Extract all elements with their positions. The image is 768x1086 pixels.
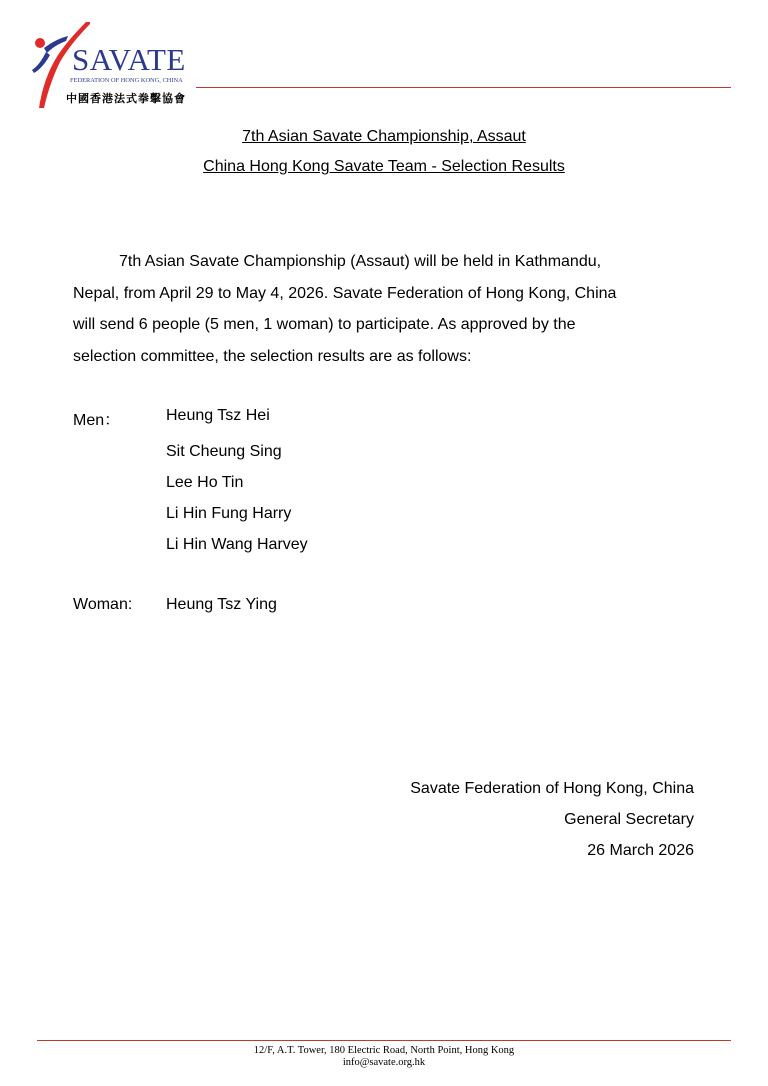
title-line-2: China Hong Kong Savate Team - Selection Results [203,158,565,175]
title-line-1: 7th Asian Savate Championship, Assaut [242,128,526,145]
signature-date: 26 March 2026 [587,842,694,859]
savate-logo [30,22,205,112]
signature-position: General Secretary [564,811,694,828]
body-line: will send 6 people (5 men, 1 woman) to participate. As approved by the [73,316,576,333]
men-name: Lee Ho Tin [166,474,244,491]
signature-organization: Savate Federation of Hong Kong, China [410,780,694,797]
footer-address: 12/F, A.T. Tower, 180 Electric Road, North Point, Hong Kong [253,1045,515,1056]
men-name: Li Hin Wang Harvey [166,536,308,553]
body-line: Nepal, from April 29 to May 4, 2026. Savate Federation of Hong Kong, China [73,284,617,302]
logo-chinese-name: 中國香港法式拳擊協會 [66,92,186,105]
footer-divider [37,1040,731,1041]
men-name: Sit Cheung Sing [166,443,282,460]
footer-email: info@savate.org.hk [342,1057,426,1068]
logo-subtitle: FEDERATION OF HONG KONG, CHINA [70,77,183,84]
woman-label: Woman: [73,596,133,613]
body-line: 7th Asian Savate Championship (Assaut) will be held in Kathmandu, [119,253,602,270]
body-line: selection committee, the selection results are as follows: [73,347,472,365]
header-divider [196,87,731,88]
men-name: Li Hin Fung Harry [166,505,292,522]
woman-name: Heung Tsz Ying [166,596,277,613]
men-name: Heung Tsz Hei [166,407,270,424]
logo-wordmark: SAVATE [72,42,186,77]
body-paragraph [73,246,703,372]
men-label: Men： [73,412,121,429]
